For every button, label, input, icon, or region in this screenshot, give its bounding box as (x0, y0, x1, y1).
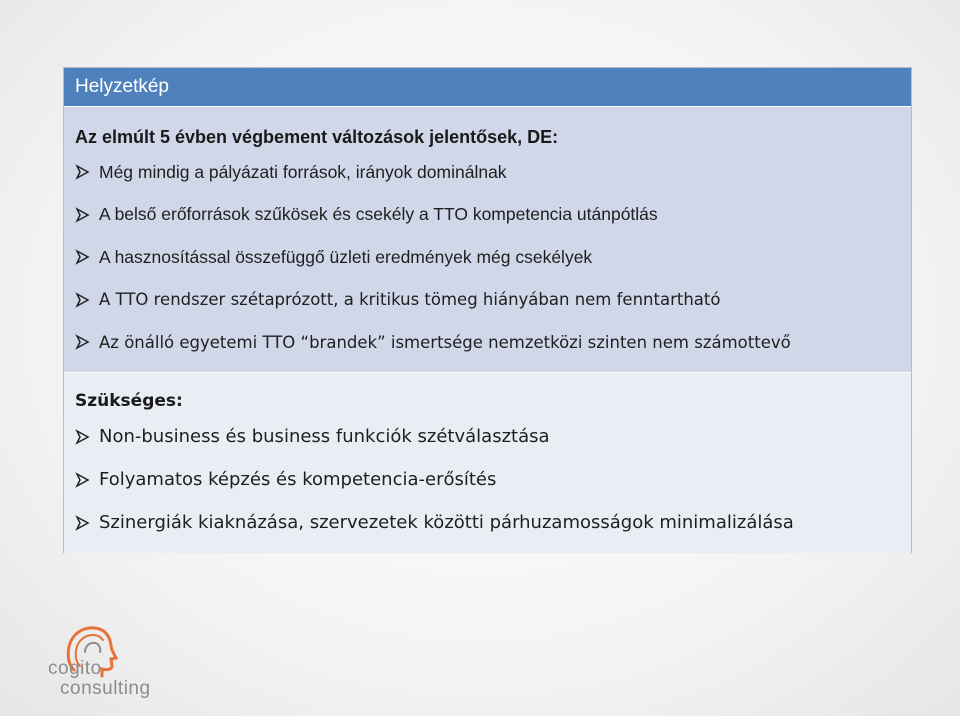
list-item (75, 279, 911, 322)
situation-section (64, 107, 911, 373)
list-item (75, 236, 911, 279)
needs-list (64, 415, 911, 544)
list-item (75, 194, 911, 237)
list-item-text: Még mindig a pályázati források, irányok dominálnak (99, 161, 507, 182)
arrow-bullet-icon (75, 472, 91, 488)
situation-list (64, 151, 911, 364)
arrow-bullet-icon (75, 292, 91, 308)
arrow-bullet-icon (75, 207, 91, 223)
arrow-bullet-icon (75, 334, 91, 350)
list-item (75, 501, 911, 544)
panel-header (64, 68, 911, 107)
arrow-bullet-icon (75, 164, 91, 180)
cogito-consulting-logo (48, 622, 168, 702)
list-item-text: Non-business és business funkciók szétválasztása (99, 426, 550, 447)
list-item-text: A TTO rendszer szétaprózott, a kritikus tömeg hiányában nem fenntartható (99, 290, 721, 310)
arrow-bullet-icon (75, 249, 91, 265)
list-item-text: A belső erőforrások szűkösek és csekély a TTO kompetencia utánpótlás (99, 204, 658, 225)
list-item (75, 321, 911, 364)
logo-word-consulting: consulting (60, 678, 151, 699)
arrow-bullet-icon (75, 515, 91, 531)
situation-title: Az elmúlt 5 évben végbement változások jelentősek, DE: (75, 127, 559, 147)
needs-title: Szükséges: (75, 391, 183, 411)
logo-word-cogito: cogito (48, 658, 102, 679)
needs-section (64, 373, 911, 553)
panel-title: Helyzetkép (75, 76, 169, 97)
list-item-text: Szinergiák kiaknázása, szervezetek közötti párhuzamosságok minimalizálása (99, 512, 794, 533)
list-item-text: Az önálló egyetemi TTO “brandek” ismertsége nemzetközi szinten nem számottevő (99, 332, 791, 352)
list-item (75, 151, 911, 194)
list-item (75, 415, 911, 458)
list-item-text: Folyamatos képzés és kompetencia-erősítés (99, 469, 497, 490)
list-item (75, 458, 911, 501)
arrow-bullet-icon (75, 429, 91, 445)
list-item-text: A hasznosítással összefüggő üzleti eredmények még csekélyek (99, 246, 593, 267)
content-panel (63, 67, 912, 553)
